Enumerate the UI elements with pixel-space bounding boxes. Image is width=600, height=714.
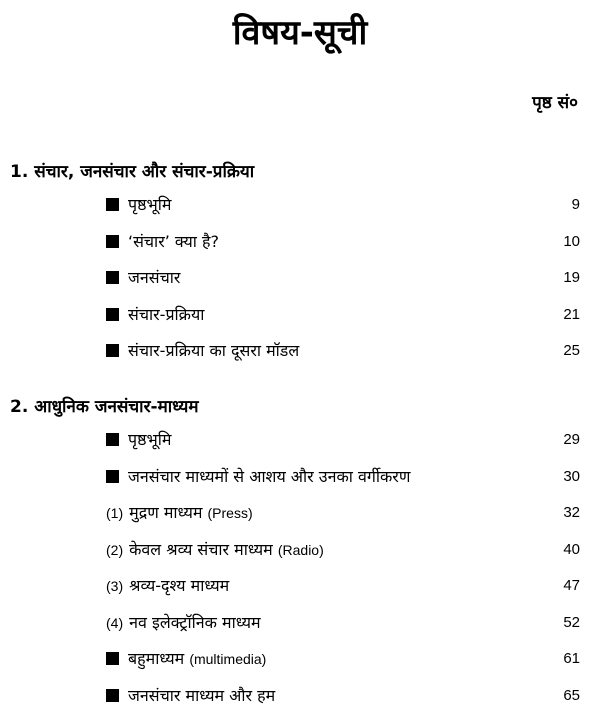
page-number: 30 xyxy=(563,459,580,496)
page-number: 61 xyxy=(563,641,580,678)
square-bullet-icon xyxy=(106,271,119,284)
square-bullet-icon xyxy=(106,689,119,702)
toc-entry xyxy=(10,260,580,297)
square-bullet-icon xyxy=(106,308,119,321)
entry-english-gloss: (Radio) xyxy=(278,542,324,558)
entry-title: ‘संचार’ क्या है? xyxy=(128,232,219,251)
toc-entry xyxy=(10,422,580,459)
square-bullet-icon xyxy=(106,344,119,357)
section-title: 1. संचार, जनसंचार और संचार-प्रक्रिया xyxy=(10,157,580,187)
section-title: 2. आधुनिक जनसंचार-माध्यम xyxy=(10,392,580,422)
page-number: 25 xyxy=(563,333,580,370)
square-bullet-icon xyxy=(106,235,119,248)
page-number: 21 xyxy=(563,297,580,334)
entry-title: मुद्रण माध्यम xyxy=(129,503,202,522)
toc-entry xyxy=(10,605,580,642)
entry-title: बहुमाध्यम xyxy=(128,649,184,668)
page-number: 19 xyxy=(563,260,580,297)
square-bullet-icon xyxy=(106,652,119,665)
entry-title: जनसंचार माध्यमों से आशय और उनका वर्गीकरण xyxy=(128,467,410,486)
entry-title: नव इलेक्ट्रॉनिक माध्यम xyxy=(129,613,260,632)
page-number: 32 xyxy=(563,495,580,532)
entry-number: (4) xyxy=(106,615,123,631)
page-number: 52 xyxy=(563,605,580,642)
square-bullet-icon xyxy=(106,198,119,211)
entry-title: जनसंचार माध्यम और हम xyxy=(128,686,275,705)
page-number: 40 xyxy=(563,532,580,569)
entry-english-gloss: (Press) xyxy=(208,505,253,521)
square-bullet-icon xyxy=(106,433,119,446)
page-number-column-label: पृष्ठ सं० xyxy=(532,90,578,113)
page-number: 9 xyxy=(572,187,580,224)
entry-number: (2) xyxy=(106,542,123,558)
entry-english-gloss: (multimedia) xyxy=(189,651,266,667)
toc-entry xyxy=(10,641,580,678)
square-bullet-icon xyxy=(106,470,119,483)
toc-entry xyxy=(10,224,580,261)
page-title: विषय-सूची xyxy=(0,8,600,54)
page-number: 47 xyxy=(563,568,580,605)
entry-number: (3) xyxy=(106,578,123,594)
entry-title: केवल श्रव्य संचार माध्यम xyxy=(129,540,273,559)
page-number: 65 xyxy=(563,678,580,714)
toc-section-1 xyxy=(10,157,580,370)
toc-section-2 xyxy=(10,392,580,714)
entry-title: पृष्ठभूमि xyxy=(128,195,171,214)
entry-title: श्रव्य-दृश्य माध्यम xyxy=(129,576,229,595)
entry-number: (1) xyxy=(106,505,123,521)
page-number: 29 xyxy=(563,422,580,459)
page-number: 10 xyxy=(563,224,580,261)
toc-entry xyxy=(10,568,580,605)
toc-entry xyxy=(10,333,580,370)
toc-entry xyxy=(10,495,580,532)
toc-entry xyxy=(10,532,580,569)
toc-entry xyxy=(10,187,580,224)
entry-title: संचार-प्रक्रिया xyxy=(128,305,204,324)
toc-entry xyxy=(10,459,580,496)
entry-title: संचार-प्रक्रिया का दूसरा मॉडल xyxy=(128,341,299,360)
entry-title: जनसंचार xyxy=(128,268,180,287)
toc-entry xyxy=(10,297,580,334)
entry-title: पृष्ठभूमि xyxy=(128,430,171,449)
toc-entry xyxy=(10,678,580,714)
